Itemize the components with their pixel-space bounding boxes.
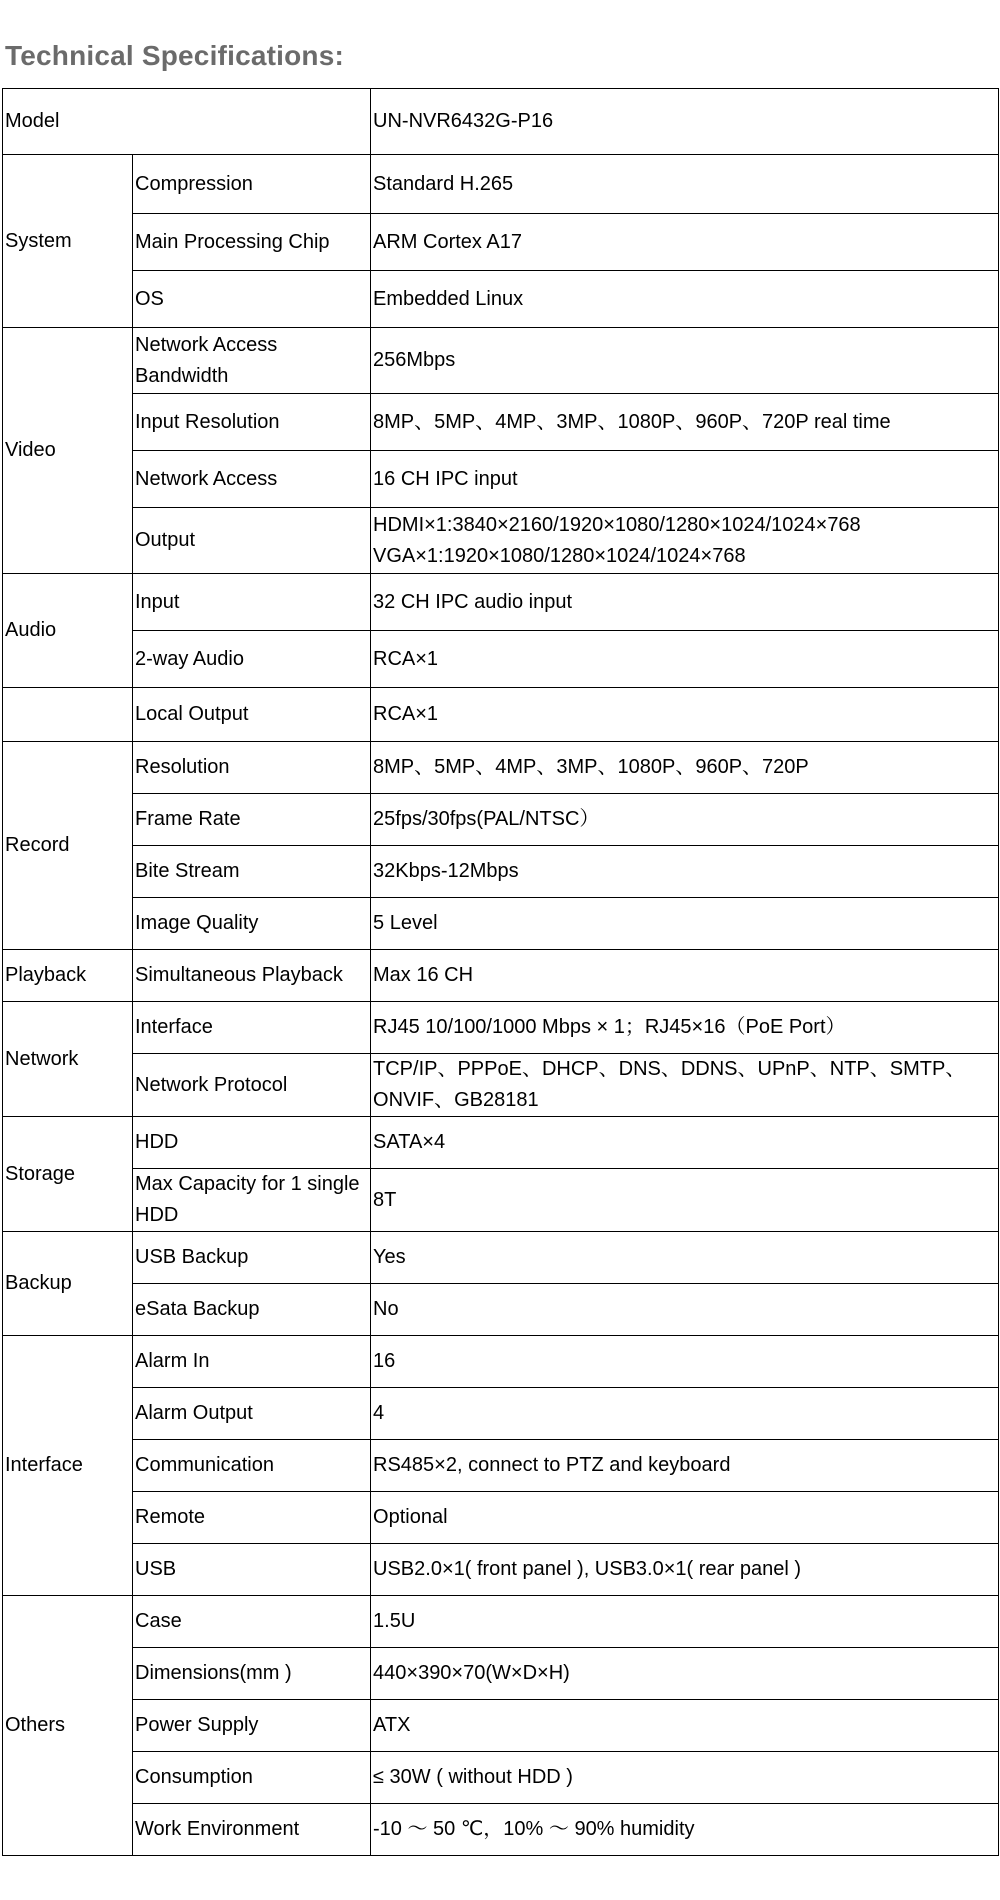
table-row (3, 742, 999, 794)
table-row (3, 794, 999, 846)
table-row (3, 1700, 999, 1752)
group-interface: Interface (3, 1336, 133, 1596)
param-label: Output (133, 508, 371, 574)
param-label: Alarm In (133, 1336, 371, 1388)
param-value: 32 CH IPC audio input (371, 574, 999, 631)
param-value: 4 (371, 1388, 999, 1440)
param-label: Local Output (133, 688, 371, 742)
table-row (3, 1002, 999, 1054)
param-label: Power Supply (133, 1700, 371, 1752)
param-label: 2-way Audio (133, 631, 371, 688)
param-value: Standard H.265 (371, 155, 999, 214)
table-row (3, 214, 999, 271)
param-value-line: HDMI×1:3840×2160/1920×1080/1280×1024/1024×768 (373, 513, 861, 536)
table-row (3, 1648, 999, 1700)
group-network: Network (3, 1002, 133, 1117)
group-audio: Audio (3, 574, 133, 688)
param-value: SATA×4 (371, 1117, 999, 1169)
param-value: RCA×1 (371, 688, 999, 742)
param-value: Embedded Linux (371, 271, 999, 328)
table-row (3, 898, 999, 950)
param-value: 16 CH IPC input (371, 451, 999, 508)
group-video: Video (3, 328, 133, 574)
param-value: 256Mbps (371, 328, 999, 394)
param-value: 8MP、5MP、4MP、3MP、1080P、960P、720P real time (371, 394, 999, 451)
param-label: OS (133, 271, 371, 328)
param-label: Work Environment (133, 1804, 371, 1856)
param-value: RS485×2, connect to PTZ and keyboard (371, 1440, 999, 1492)
param-label: USB Backup (133, 1232, 371, 1284)
param-label: Remote (133, 1492, 371, 1544)
table-row (3, 688, 999, 742)
table-row (3, 451, 999, 508)
param-value: 32Kbps-12Mbps (371, 846, 999, 898)
param-value: 5 Level (371, 898, 999, 950)
param-label: Main Processing Chip (133, 214, 371, 271)
param-label: Alarm Output (133, 1388, 371, 1440)
param-label: USB (133, 1544, 371, 1596)
table-row (3, 1336, 999, 1388)
param-label: Compression (133, 155, 371, 214)
param-value: 25fps/30fps(PAL/NTSC） (371, 794, 999, 846)
table-row (3, 155, 999, 214)
param-label: Resolution (133, 742, 371, 794)
group-backup: Backup (3, 1232, 133, 1336)
param-value: USB2.0×1( front panel ), USB3.0×1( rear panel ) (371, 1544, 999, 1596)
group-system: System (3, 155, 133, 328)
table-row (3, 1544, 999, 1596)
param-value: -10 ～ 50 ℃，10% ～ 90% humidity (371, 1804, 999, 1856)
param-value: ≤ 30W ( without HDD ) (371, 1752, 999, 1804)
table-row (3, 1054, 999, 1117)
param-value: Max 16 CH (371, 950, 999, 1002)
param-label: Consumption (133, 1752, 371, 1804)
param-label: eSata Backup (133, 1284, 371, 1336)
group-storage: Storage (3, 1117, 133, 1232)
param-label: Network Access (133, 451, 371, 508)
param-label: Image Quality (133, 898, 371, 950)
param-label: Input Resolution (133, 394, 371, 451)
table-row (3, 1284, 999, 1336)
table-row (3, 631, 999, 688)
page-title: Technical Specifications: (5, 40, 345, 71)
table-row (3, 574, 999, 631)
param-value (371, 508, 999, 574)
param-value: 1.5U (371, 1596, 999, 1648)
param-label: Frame Rate (133, 794, 371, 846)
model-value: UN-NVR6432G-P16 (371, 89, 999, 155)
table-row (3, 508, 999, 574)
param-value: Yes (371, 1232, 999, 1284)
param-value: RJ45 10/100/1000 Mbps × 1；RJ45×16（PoE Port） (371, 1002, 999, 1054)
param-label: Network Protocol (133, 1054, 371, 1117)
param-value: ARM Cortex A17 (371, 214, 999, 271)
param-label: Network Access Bandwidth (133, 328, 371, 394)
param-value-line: VGA×1:1920×1080/1280×1024/1024×768 (373, 544, 746, 567)
param-value: Optional (371, 1492, 999, 1544)
param-value: 440×390×70(W×D×H) (371, 1648, 999, 1700)
param-label: Simultaneous Playback (133, 950, 371, 1002)
param-label: Input (133, 574, 371, 631)
group-playback: Playback (3, 950, 133, 1002)
param-label: Interface (133, 1002, 371, 1054)
param-value: TCP/IP、PPPoE、DHCP、DNS、DDNS、UPnP、NTP、SMTP、ONVIF、GB28181 (371, 1054, 999, 1117)
table-row-model (3, 89, 999, 155)
table-row (3, 1804, 999, 1856)
param-label: Case (133, 1596, 371, 1648)
group-others: Others (3, 1596, 133, 1856)
table-row (3, 1169, 999, 1232)
param-value: 8T (371, 1169, 999, 1232)
table-row (3, 1752, 999, 1804)
param-value: 16 (371, 1336, 999, 1388)
param-label: HDD (133, 1117, 371, 1169)
table-row (3, 1492, 999, 1544)
param-value: No (371, 1284, 999, 1336)
param-value: ATX (371, 1700, 999, 1752)
param-label: Dimensions(mm ) (133, 1648, 371, 1700)
model-label: Model (3, 89, 371, 155)
table-row (3, 1440, 999, 1492)
table-row (3, 394, 999, 451)
param-label: Communication (133, 1440, 371, 1492)
table-row (3, 1232, 999, 1284)
table-row (3, 846, 999, 898)
table-row (3, 1388, 999, 1440)
spec-table-body (3, 89, 999, 1856)
param-label: Max Capacity for 1 single HDD (133, 1169, 371, 1232)
table-row (3, 271, 999, 328)
param-label: Bite Stream (133, 846, 371, 898)
param-value: RCA×1 (371, 631, 999, 688)
table-row (3, 950, 999, 1002)
param-value: 8MP、5MP、4MP、3MP、1080P、960P、720P (371, 742, 999, 794)
spec-table (2, 88, 999, 1856)
table-row (3, 328, 999, 394)
group-blank (3, 688, 133, 742)
table-row (3, 1596, 999, 1648)
group-record: Record (3, 742, 133, 950)
table-row (3, 1117, 999, 1169)
